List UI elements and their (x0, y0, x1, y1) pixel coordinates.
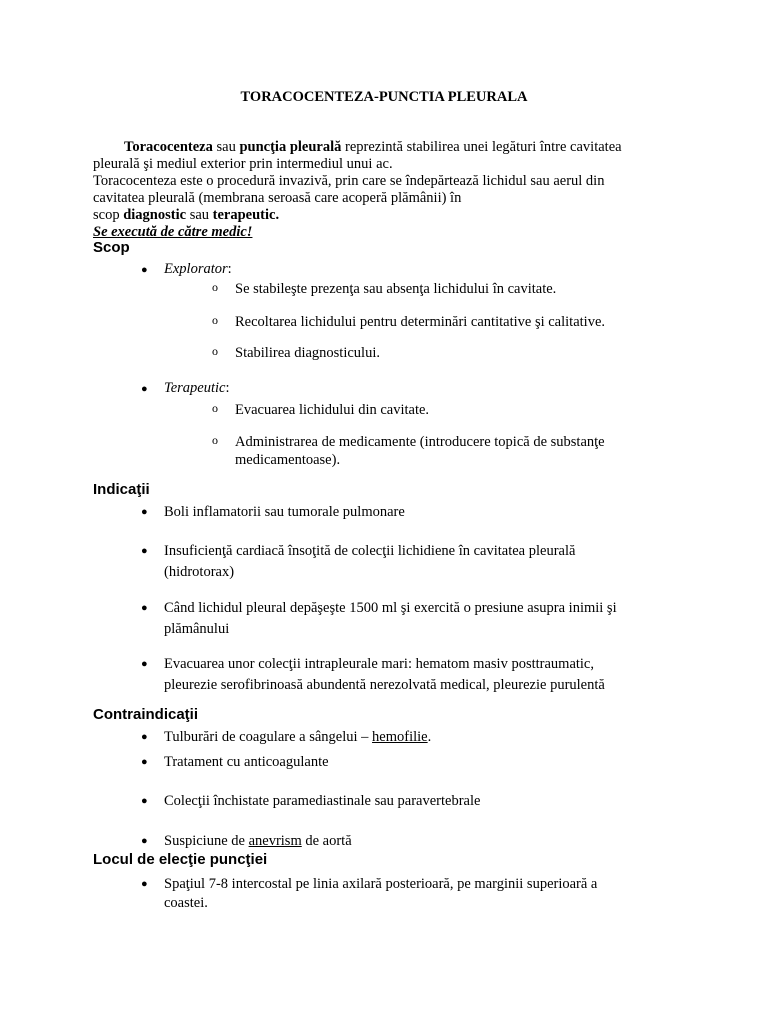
anevrism-link[interactable]: anevrism (248, 833, 302, 849)
page-title: TORACOCENTEZA-PUNCTIA PLEURALA (240, 89, 528, 105)
bullet-icon: ● (141, 756, 148, 768)
scop-heading: Scop (93, 239, 130, 256)
intro-warning: Se execută de către medic! (93, 224, 253, 240)
locul-item: Spaţiul 7-8 intercostal pe linia axilară posterioară, pe marginii superioară a (164, 876, 598, 892)
contraindicatii-item: Colecţii închistate paramediastinale sau paravertebrale (164, 793, 481, 809)
contraindicatii-heading: Contraindicaţii (93, 706, 199, 723)
sub-bullet-icon: o (212, 344, 218, 358)
terapeutic-item-continued: medicamentoase). (235, 452, 341, 468)
indicatii-item: Insuficienţă cardiacă însoţită de colecţii lichidiene în cavitatea pleurală (164, 543, 576, 559)
sub-bullet-icon: o (212, 313, 218, 327)
indicatii-item: Boli inflamatorii sau tumorale pulmonare (164, 504, 405, 520)
bullet-icon: ● (141, 264, 148, 276)
hemofilie-link[interactable]: hemofilie (372, 729, 428, 745)
terapeutic-item: Evacuarea lichidului din cavitate. (235, 402, 430, 418)
terapeutic-label: Terapeutic: (164, 380, 230, 396)
intro-line-2: pleurală şi mediul exterior prin intermediul unui ac. (93, 156, 393, 172)
sub-bullet-icon: o (212, 280, 218, 294)
contraindicatii-item: Suspiciune de anevrism de aortă (164, 833, 352, 849)
bullet-icon: ● (141, 602, 148, 614)
bullet-icon: ● (141, 878, 148, 890)
explorator-item: Stabilirea diagnosticului. (235, 345, 380, 361)
bullet-icon: ● (141, 658, 148, 670)
intro-line-5: scop diagnostic sau terapeutic. (93, 207, 280, 223)
bullet-icon: ● (141, 383, 148, 395)
indicatii-item-continued: pleurezie serofibrinoasă abundentă nerezolvată medical, pleurezie purulentă (164, 677, 605, 693)
locul-heading: Locul de elecţie puncţiei (93, 851, 268, 868)
explorator-item: Se stabileşte prezenţa sau absenţa lichidului în cavitate. (235, 281, 557, 297)
contraindicatii-item: Tratament cu anticoagulante (164, 754, 329, 770)
bullet-icon: ● (141, 545, 148, 557)
indicatii-heading: Indicaţii (93, 481, 150, 498)
explorator-item: Recoltarea lichidului pentru determinări cantitative şi calitative. (235, 314, 606, 330)
locul-item-continued: coastei. (164, 895, 208, 911)
indicatii-item-continued: (hidrotorax) (164, 564, 235, 580)
indicatii-item-continued: plămânului (164, 621, 230, 637)
bullet-icon: ● (141, 506, 148, 518)
intro-line-3: Toracocenteza este o procedură invazivă, prin care se îndepărtează lichidul sau aerul din (93, 173, 605, 189)
intro-line-1: Toracocenteza sau puncţia pleurală reprezintă stabilirea unei legături între cavitatea (124, 139, 622, 155)
indicatii-item: Când lichidul pleural depăşeşte 1500 ml şi exercită o presiune asupra inimii şi (164, 600, 617, 616)
bullet-icon: ● (141, 795, 148, 807)
intro-line-4: cavitatea pleurală (membrana seroasă care acoperă plămânii) în (93, 190, 462, 206)
sub-bullet-icon: o (212, 433, 218, 447)
bullet-icon: ● (141, 731, 148, 743)
contraindicatii-item: Tulburări de coagulare a sângelui – hemofilie. (164, 729, 432, 745)
terapeutic-item: Administrarea de medicamente (introducere topică de substanţe (235, 434, 605, 450)
indicatii-item: Evacuarea unor colecţii intrapleurale mari: hematom masiv posttraumatic, (164, 656, 594, 672)
bullet-icon: ● (141, 835, 148, 847)
sub-bullet-icon: o (212, 401, 218, 415)
explorator-label: Explorator: (164, 261, 232, 277)
